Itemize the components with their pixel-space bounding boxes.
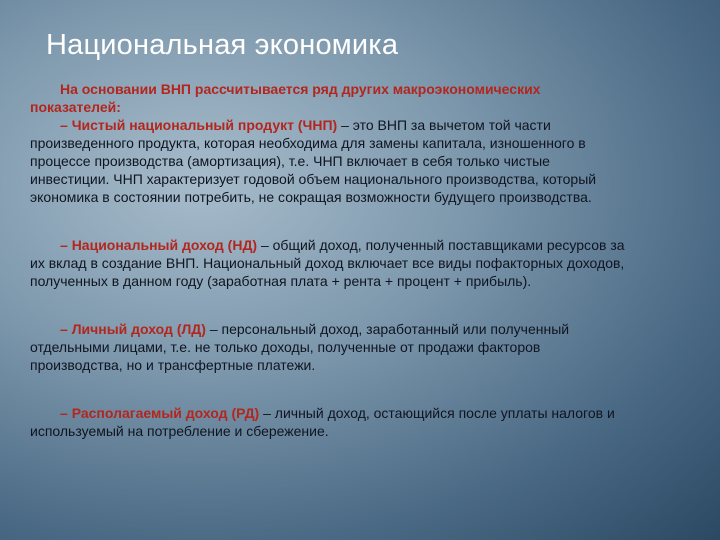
item-text-chnp: – это ВНП за вычетом той части произведенного продукта, которая необходима для замены капитала, изношенного в процессе производства (амортизация), т.е. ЧНП включает в себя только чистые инвестиции. ЧНП характеризует годовой объем национального производства, который экономика в состоянии потребить, не сокращая возможности будущего производства. [30, 117, 597, 205]
intro-line-2: показателей: [30, 99, 121, 115]
item-term-nd: Национальный доход (НД) [71, 237, 258, 253]
item-dash: – [60, 321, 68, 337]
item-term-chnp: Чистый национальный продукт (ЧНП) [71, 117, 338, 133]
slide-body [30, 80, 630, 440]
item-text-ld: – персональный доход, заработанный или полученный отдельными лицами, т.е. не только доходы, полученные от продажи факторов производства, но и трансфертные платежи. [30, 321, 570, 373]
item-chnp [30, 116, 630, 206]
item-term-ld: Личный доход (ЛД) [71, 321, 206, 337]
intro-line-1: На основании ВНП рассчитывается ряд других макроэкономических [60, 81, 541, 97]
intro-paragraph [30, 80, 630, 116]
item-term-rd: Располагаемый доход (РД) [71, 405, 260, 421]
item-rd [30, 404, 630, 440]
item-dash: – [60, 405, 68, 421]
item-nd [30, 236, 630, 290]
item-dash: – [60, 237, 68, 253]
item-ld [30, 320, 630, 374]
item-dash: – [60, 117, 68, 133]
item-text-rd: – личный доход, остающийся после уплаты налогов и используемый на потребление и сбережение. [30, 405, 615, 439]
slide-title: Национальная экономика [46, 29, 399, 61]
item-text-nd: – общий доход, полученный поставщиками ресурсов за их вклад в создание ВНП. Национальный доход включает все виды пофакторных доходов, полученных в данном году (заработная плата + рента + процент + прибыль). [30, 237, 625, 289]
